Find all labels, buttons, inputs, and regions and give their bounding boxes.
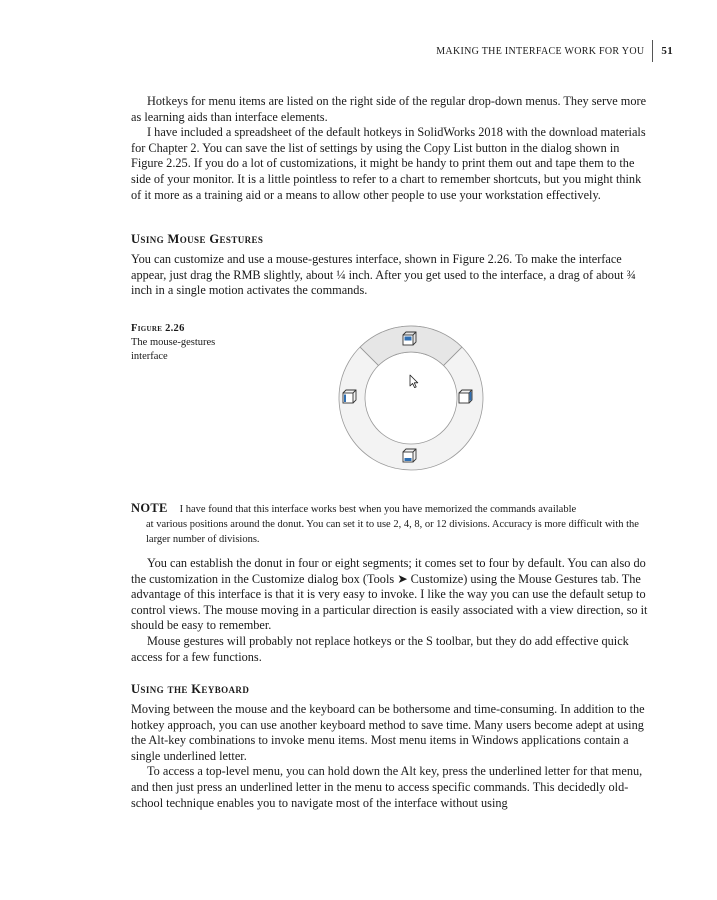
header-divider: [652, 40, 653, 62]
paragraph: You can establish the donut in four or eight segments; it comes set to four by default. You can also do the customization in the Customize dialog box (Tools ➤ Customize) using the Mouse Gestures tab. The advantage of this interface is that it is very easy to invoke. I like the way you can use the default setup to control views. The mouse moving in a particular direction is easily associated with a view direction, so it should be easy to remember.: [131, 556, 648, 633]
paragraph: Hotkeys for menu items are listed on the right side of the regular drop-down menus. They serve more as learning aids than interface elements.: [131, 94, 647, 124]
paragraph: I have included a spreadsheet of the default hotkeys in SolidWorks 2018 with the download materials for Chapter 2. You can save the list of settings by using the Copy List button in the dialog shown in Figure 2.25. If you do a lot of customizations, it might be handy to print them out and tape them to the side of your monitor. It is a little pointless to refer to a chart to remember shortcuts, but you might think of it more as a training aid or a means to allow other people to use your workstation effectively.: [131, 125, 646, 202]
paragraph: Mouse gestures will probably not replace hotkeys or the S toolbar, but they do add effective quick access for a few functions.: [131, 633, 629, 664]
note-text-rest: at various positions around the donut. You can set it to use 2, 4, 8, or 12 divisions. Accuracy is more difficult with the larger number of divisions.: [146, 519, 639, 545]
page-number: 51: [661, 45, 673, 57]
mouse-gestures-text: [131, 252, 651, 299]
figure-label: [131, 322, 251, 364]
running-header: [436, 40, 673, 62]
note-text-first: I have found that this interface works best when you have memorized the commands available: [179, 504, 577, 515]
note-label: NOTE: [131, 501, 168, 515]
mouse-cursor-icon: [410, 375, 418, 388]
section-heading-keyboard: Using the Keyboard: [131, 682, 250, 696]
paragraph: You can customize and use a mouse-gestures interface, shown in Figure 2.26. To make the interface appear, just drag the RMB slightly, about ¼ inch. After you get used to the interface, a drag of about ¾ inch in a single motion activates the commands.: [131, 252, 636, 298]
paragraph: Moving between the mouse and the keyboard can be bothersome and time-consuming. In addition to the hotkey approach, you can use another keyboard method to save time. Many users become adept at using the Alt-key combinations to invoke menu items. Most menu items in Windows applications contain a single underlined letter.: [131, 702, 645, 763]
keyboard-text: [131, 702, 651, 811]
paragraph: To access a top-level menu, you can hold down the Alt key, press the underlined letter for that menu, and then just press an underlined letter in the menu to access specific commands. This decidedly old-school technique enables you to navigate most of the interface without using: [131, 764, 643, 810]
figure-caption: The mouse-gestures interface: [131, 337, 216, 362]
section-title: MAKING THE INTERFACE WORK FOR YOU: [436, 45, 645, 57]
figure-number: Figure 2.26: [131, 323, 185, 334]
mouse-gestures-donut: [335, 322, 487, 474]
section-heading-mouse-gestures: Using Mouse Gestures: [131, 232, 264, 246]
after-note-text: [131, 556, 651, 665]
note-box: [131, 501, 655, 547]
intro-text: [131, 94, 651, 203]
